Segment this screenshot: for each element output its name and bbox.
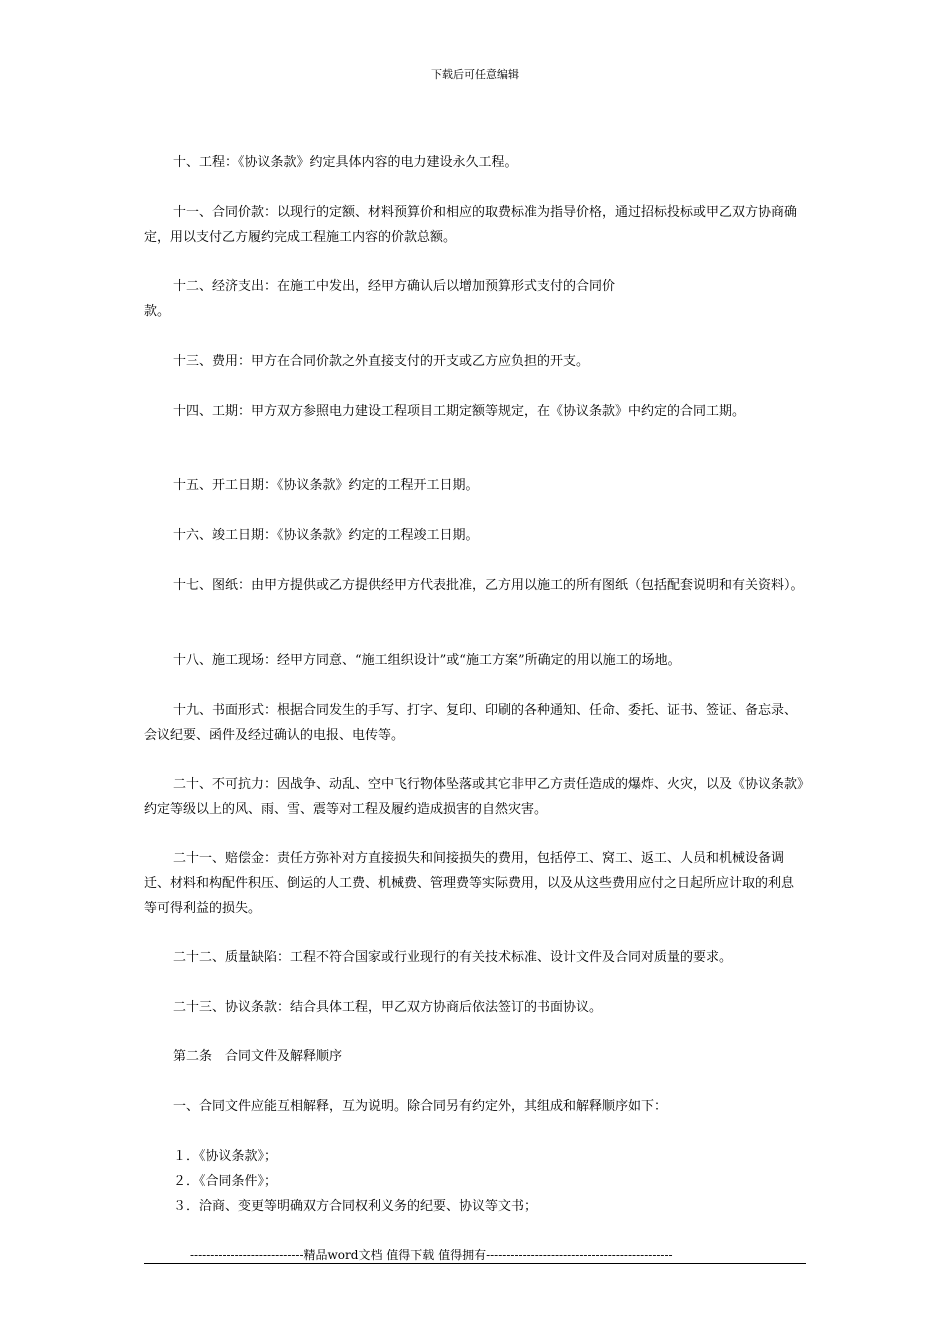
document-order-1: １．《协议条款》； bbox=[173, 1149, 278, 1164]
article-2-item-1: 一、合同文件应能互相解释，互为说明。除合同另有约定外，其组成和解释顺序如下： bbox=[173, 1099, 668, 1114]
footer-rule bbox=[144, 1263, 806, 1264]
article-2-heading: 第二条 合同文件及解释顺序 bbox=[173, 1049, 343, 1064]
clause-21: 二十一、赔偿金：责任方弥补对方直接损失和间接损失的费用，包括停工、窝工、返工、人员和机械设备调迁、材料和构配件积压、倒运的人工费、机械费、管理费等实际费用，以及从这些费用应付之日起所应计取的利息等可得利益的损失。 bbox=[144, 851, 795, 916]
clause-16: 十六、竣工日期：《协议条款》约定的工程竣工日期。 bbox=[173, 528, 479, 543]
clause-13: 十三、费用：甲方在合同价款之外直接支付的开支或乙方应负担的开支。 bbox=[173, 354, 590, 369]
page-footer: ----------------------------精品word文档 值得下载 值得拥有---------------------------------------------- bbox=[190, 1248, 673, 1262]
clause-22: 二十二、质量缺陷：工程不符合国家或行业现行的有关技术标准、设计文件及合同对质量的要求。 bbox=[173, 950, 733, 965]
clause-12: 十二、经济支出：在施工中发出，经甲方确认后以增加预算形式支付的合同价 bbox=[173, 279, 616, 294]
clause-10: 十、工程：《协议条款》约定具体内容的电力建设永久工程。 bbox=[173, 155, 518, 170]
clause-23: 二十三、协议条款：结合具体工程，甲乙双方协商后依法签订的书面协议。 bbox=[173, 1000, 603, 1015]
page-header: 下载后可任意编辑 bbox=[431, 68, 519, 81]
clause-11: 十一、合同价款：以现行的定额、材料预算价和相应的取费标准为指导价格，通过招标投标或甲乙双方协商确定，用以支付乙方履约完成工程施工内容的价款总额。 bbox=[144, 205, 798, 245]
clause-18: 十八、施工现场：经甲方同意、“施工组织设计”或“施工方案”所确定的用以施工的场地。 bbox=[173, 653, 681, 668]
clause-17: 十七、图纸：由甲方提供或乙方提供经甲方代表批准，乙方用以施工的所有图纸（包括配套说明和有关资料）。 bbox=[173, 578, 804, 593]
clause-12-continued: 款。 bbox=[144, 304, 171, 319]
clause-15: 十五、开工日期：《协议条款》约定的工程开工日期。 bbox=[173, 478, 479, 493]
document-order-3: ３．洽商、变更等明确双方合同权利义务的纪要、协议等文书； bbox=[173, 1199, 538, 1214]
clause-20: 二十、不可抗力：因战争、动乱、空中飞行物体坠落或其它非甲乙方责任造成的爆炸、火灾，以及《协议条款》约定等级以上的风、雨、雪、震等对工程及履约造成损害的自然灾害。 bbox=[144, 777, 804, 817]
clause-19: 十九、书面形式：根据合同发生的手写、打字、复印、印刷的各种通知、任命、委托、证书、签证、备忘录、会议纪要、函件及经过确认的电报、电传等。 bbox=[144, 703, 798, 743]
clause-14: 十四、工期：甲方双方参照电力建设工程项目工期定额等规定，在《协议条款》中约定的合同工期。 bbox=[173, 404, 746, 419]
document-order-2: ２．《合同条件》； bbox=[173, 1174, 278, 1189]
